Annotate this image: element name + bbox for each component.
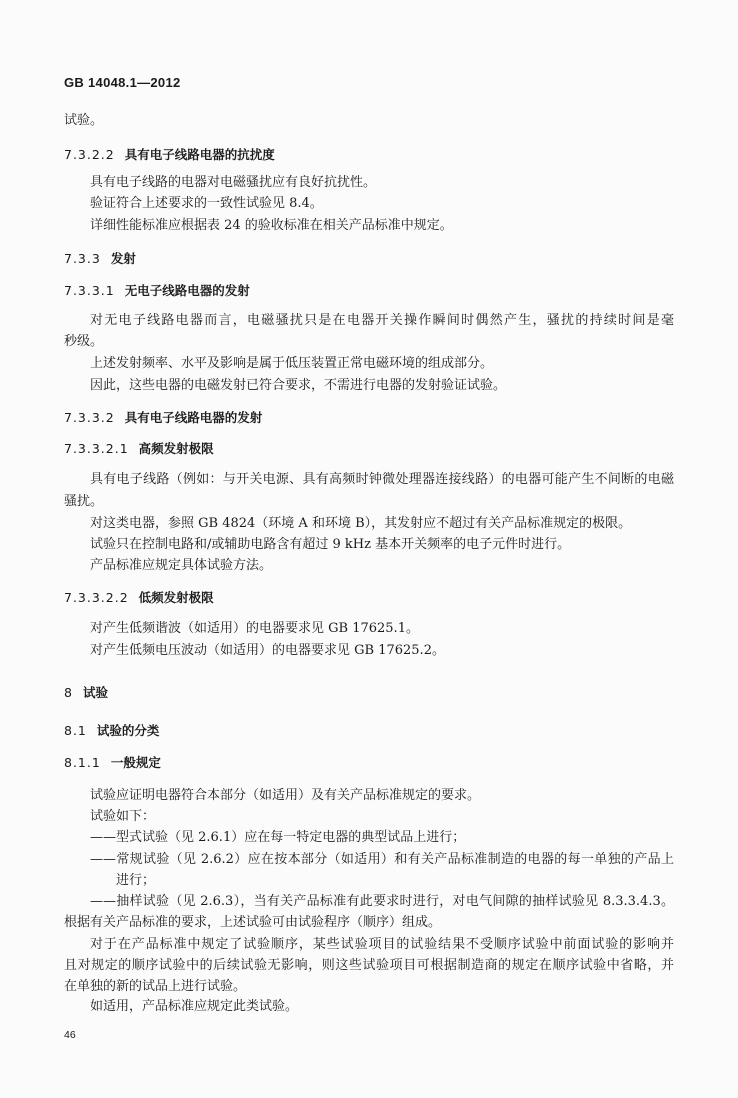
paragraph-line: 对这类电器，参照 GB 4824（环境 A 和环境 B），其发射应不超过有关产品标准规定的极限。 [90, 516, 632, 531]
paragraph-line: 产品标准应规定具体试验方法。 [90, 558, 273, 573]
paragraph-line: 具有电子线路的电器对电磁骚扰应有良好抗扰性。 [90, 175, 377, 190]
paragraph-line: 在单独的新的试品上进行试验。 [64, 979, 247, 994]
paragraph-line: 骚扰。 [64, 494, 104, 509]
section-number: 8 [64, 685, 73, 700]
paragraph-line: 秒级。 [64, 334, 104, 349]
paragraph-line: 试验。 [64, 113, 104, 128]
paragraph-line: 试验如下： [90, 809, 156, 824]
paragraph-line: 上述发射频率、水平及影响是属于低压装置正常电磁环境的组成部分。 [90, 356, 494, 371]
page-number: 46 [64, 1029, 76, 1041]
section-number: 7.3.3.2.2 [64, 590, 129, 605]
section-title: 试验的分类 [96, 723, 160, 738]
section-heading-8-1-1 [64, 754, 161, 772]
list-item: ——型式试验（见 2.6.1）应在每一特定电器的典型试品上进行； [90, 830, 466, 845]
section-heading-7-3-2-2 [64, 146, 275, 164]
list-item-continuation: 进行； [116, 873, 156, 888]
section-heading-8 [64, 684, 108, 702]
section-title: 低频发射极限 [138, 590, 214, 605]
section-heading-7-3-3-2-2 [64, 589, 214, 607]
paragraph-line: 试验只在控制电路和/或辅助电路含有超过 9 kHz 基本开关频率的电子元件时进行。 [90, 537, 571, 552]
section-title: 具有电子线路电器的发射 [124, 410, 263, 425]
paragraph-line: 验证符合上述要求的一致性试验见 8.4。 [90, 196, 323, 211]
paragraph-line: 对无电子线路电器而言，电磁骚扰只是在电器开关操作瞬间时偶然产生，骚扰的持续时间是毫 [90, 313, 674, 328]
section-number: 7.3.3.2.1 [64, 441, 129, 456]
paragraph-line: 试验应证明电器符合本部分（如适用）及有关产品标准规定的要求。 [90, 788, 481, 803]
paragraph-line: 根据有关产品标准的要求，上述试验可由试验程序（顺序）组成。 [64, 915, 442, 930]
paragraph-line: 详细性能标准应根据表 24 的验收标准在相关产品标准中规定。 [90, 218, 453, 233]
paragraph-line: 因此，这些电器的电磁发射已符合要求，不需进行电器的发射验证试验。 [90, 378, 507, 393]
section-number: 8.1.1 [64, 755, 101, 770]
paragraph-line: 对产生低频谐波（如适用）的电器要求见 GB 17625.1。 [90, 621, 419, 636]
section-title: 试验 [82, 685, 108, 700]
section-title: 一般规定 [110, 755, 161, 770]
section-title: 无电子线路电器的发射 [124, 283, 250, 298]
paragraph-line: 且对规定的顺序试验中的后续试验无影响，则这些试验项目可根据制造商的规定在顺序试验中省略，并 [64, 958, 674, 973]
standard-id: GB 14048.1—2012 [64, 75, 181, 90]
section-title: 具有电子线路电器的抗扰度 [124, 147, 275, 162]
section-heading-7-3-3 [64, 250, 136, 268]
list-item: ——常规试验（见 2.6.2）应在按本部分（如适用）和有关产品标准制造的电器的每一单独的产品上 [90, 852, 674, 867]
section-heading-7-3-3-1 [64, 282, 250, 300]
section-title: 发射 [110, 251, 136, 266]
section-number: 7.3.2.2 [64, 147, 115, 162]
paragraph-line: 对产生低频电压波动（如适用）的电器要求见 GB 17625.2。 [90, 643, 445, 658]
section-title: 高频发射极限 [138, 441, 214, 456]
section-heading-8-1 [64, 722, 159, 740]
section-number: 7.3.3.2 [64, 410, 115, 425]
section-heading-7-3-3-2-1 [64, 440, 214, 458]
paragraph-line: 对于在产品标准中规定了试验顺序，某些试验项目的试验结果不受顺序试验中前面试验的影响并 [90, 937, 674, 952]
paragraph-line: 如适用，产品标准应规定此类试验。 [90, 999, 299, 1014]
section-number: 8.1 [64, 723, 87, 738]
section-heading-7-3-3-2 [64, 409, 262, 427]
paragraph-line: 具有电子线路（例如：与开关电源、具有高频时钟微处理器连接线路）的电器可能产生不间断的电磁 [90, 472, 674, 487]
list-item: ——抽样试验（见 2.6.3），当有关产品标准有此要求时进行，对电气间隙的抽样试验见 8.3.3.4.3。 [90, 894, 674, 909]
section-number: 7.3.3 [64, 251, 101, 266]
section-number: 7.3.3.1 [64, 283, 115, 298]
